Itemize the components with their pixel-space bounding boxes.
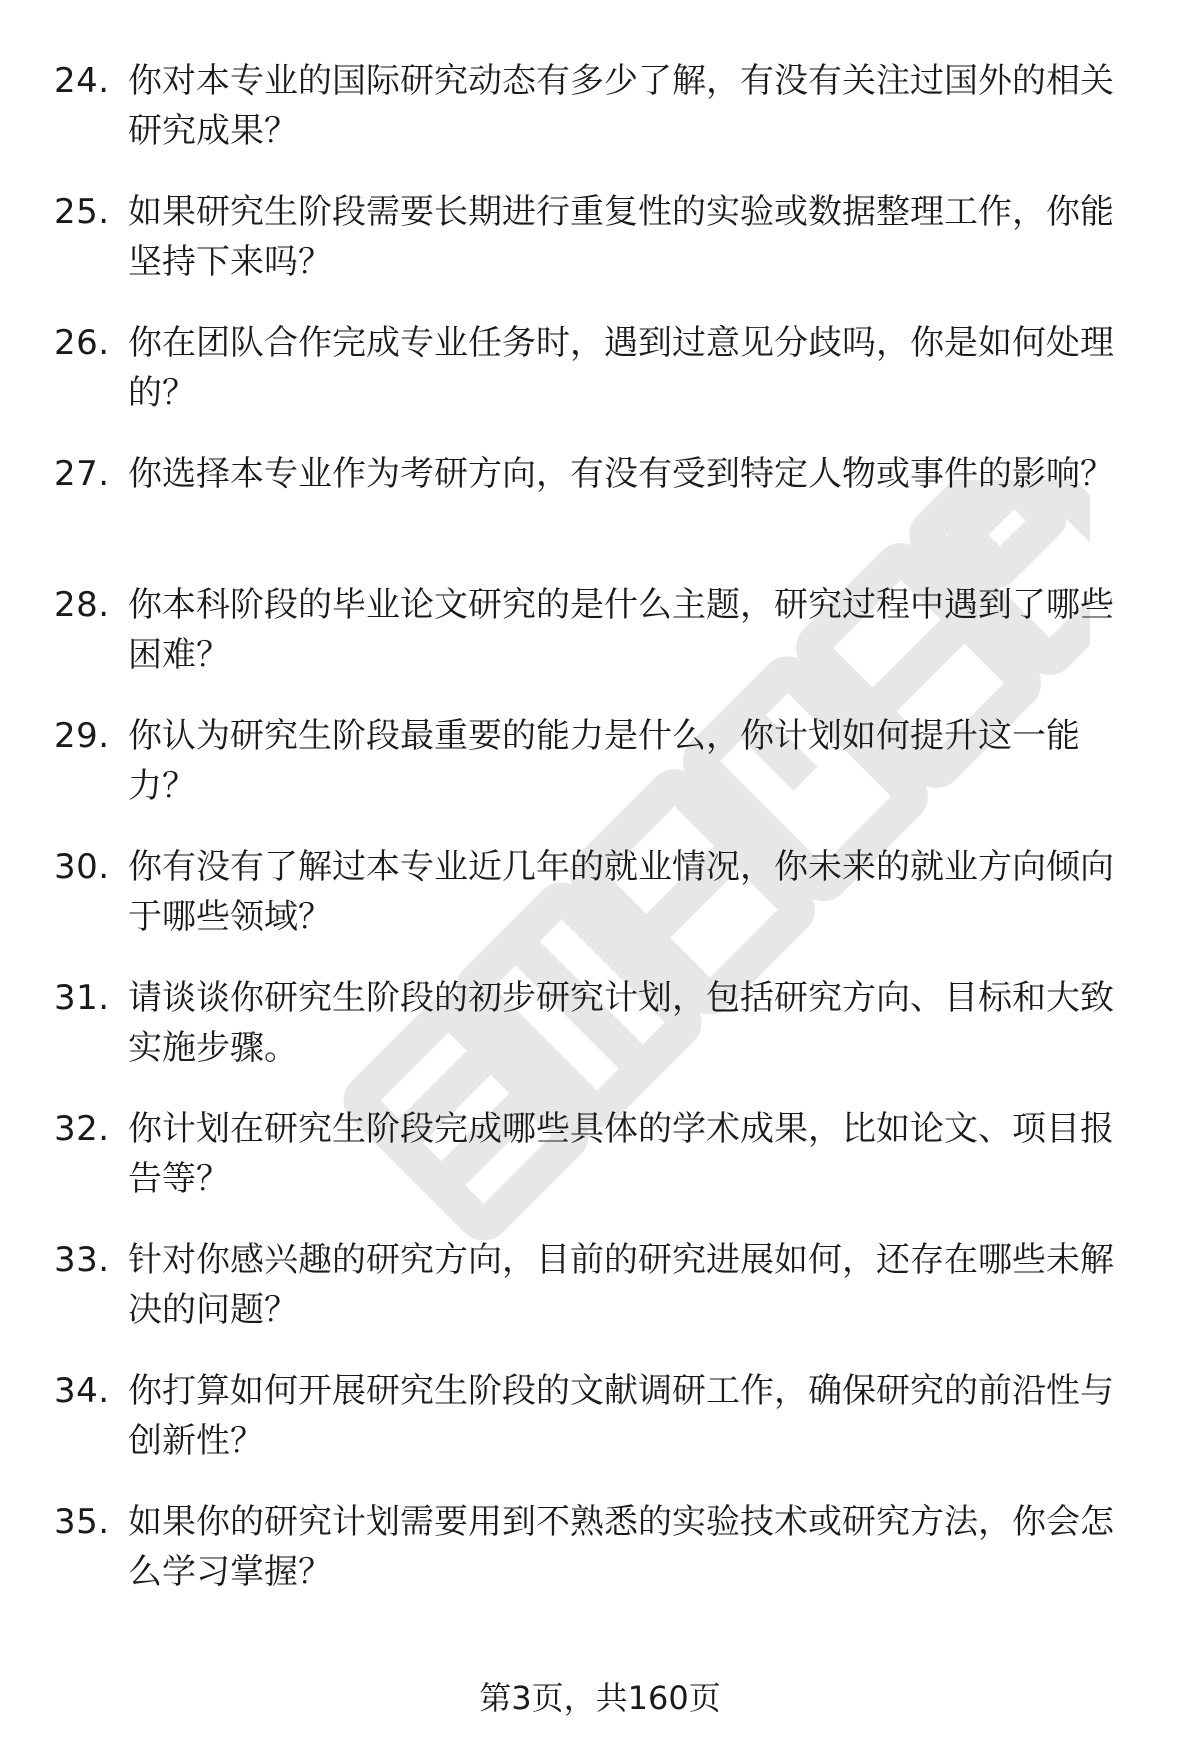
- question-text: 你计划在研究生阶段完成哪些具体的学术成果，比如论文、项目报告等？: [128, 1109, 1114, 1199]
- question-text: 你本科阶段的毕业论文研究的是什么主题，研究过程中遇到了哪些困难？: [128, 585, 1114, 675]
- question-number: 26.: [54, 323, 110, 363]
- list-item: [0, 449, 1200, 580]
- question-number: 25.: [54, 192, 110, 232]
- question-text: 你打算如何开展研究生阶段的文献调研工作，确保研究的前沿性与创新性？: [128, 1371, 1114, 1461]
- list-item: [0, 56, 1200, 187]
- question-text: 你有没有了解过本专业近几年的就业情况，你未来的就业方向倾向于哪些领域？: [128, 847, 1114, 937]
- question-number: 35.: [54, 1502, 110, 1542]
- list-item: [0, 187, 1200, 318]
- question-number: 30.: [54, 847, 110, 887]
- question-number: 32.: [54, 1109, 110, 1149]
- question-text: 如果你的研究计划需要用到不熟悉的实验技术或研究方法，你会怎么学习掌握？: [128, 1502, 1114, 1592]
- question-number: 34.: [54, 1371, 110, 1411]
- list-item: [0, 318, 1200, 449]
- list-item: [0, 580, 1200, 711]
- question-text: 你选择本专业作为考研方向，有没有受到特定人物或事件的影响？: [128, 454, 1114, 494]
- question-number: 24.: [54, 61, 110, 101]
- question-text: 你认为研究生阶段最重要的能力是什么，你计划如何提升这一能力？: [128, 716, 1080, 806]
- question-text: 你对本专业的国际研究动态有多少了解，有没有关注过国外的相关研究成果？: [128, 61, 1114, 151]
- question-number: 33.: [54, 1240, 110, 1280]
- question-number: 29.: [54, 716, 110, 756]
- list-item: [0, 1235, 1200, 1366]
- question-list: [0, 56, 1200, 1628]
- question-number: 28.: [54, 585, 110, 625]
- list-item: [0, 842, 1200, 973]
- list-item: [0, 1366, 1200, 1497]
- question-text: 如果研究生阶段需要长期进行重复性的实验或数据整理工作，你能坚持下来吗？: [128, 192, 1114, 282]
- question-number: 31.: [54, 978, 110, 1018]
- question-text: 针对你感兴趣的研究方向，目前的研究进展如何，还存在哪些未解决的问题？: [128, 1240, 1114, 1330]
- list-item: [0, 1104, 1200, 1235]
- list-item: [0, 1497, 1200, 1628]
- list-item: [0, 973, 1200, 1104]
- question-number: 27.: [54, 454, 110, 494]
- question-text: 你在团队合作完成专业任务时，遇到过意见分歧吗，你是如何处理的？: [128, 323, 1114, 413]
- list-item: [0, 711, 1200, 842]
- page-number-footer: 第3页，共160页: [479, 1679, 721, 1717]
- question-text: 请谈谈你研究生阶段的初步研究计划，包括研究方向、目标和大致实施步骤。: [128, 978, 1114, 1068]
